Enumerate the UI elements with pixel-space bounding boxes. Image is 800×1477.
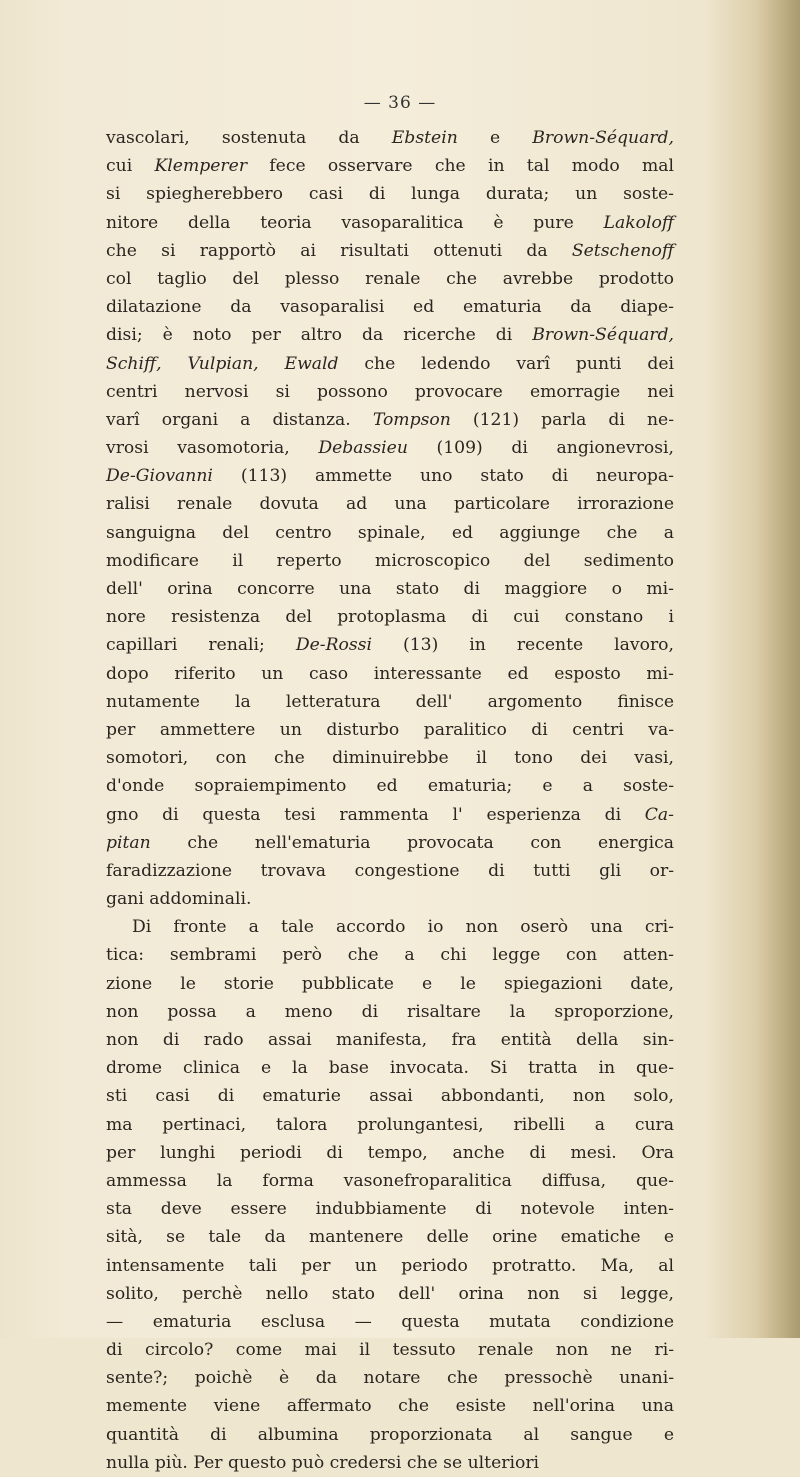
text-line xyxy=(106,885,674,913)
text-line xyxy=(106,1364,674,1392)
text-run: gno di questa tesi rammenta l' esperienza di xyxy=(106,804,645,825)
text-run: sanguigna del centro spinale, ed aggiunge che a xyxy=(106,522,674,543)
text-line xyxy=(106,660,674,688)
italic-citation: Lakoloff xyxy=(603,212,674,233)
text-run: solito, perchè nello stato dell' orina non si legge, xyxy=(106,1283,674,1304)
text-run: tica: sembrami però che a chi legge con atten- xyxy=(106,945,674,966)
text-line xyxy=(106,829,674,857)
text-run: faradizzazione trovava congestione di tutti gli or- xyxy=(106,860,674,881)
text-run: quantità di albumina proporzionata al sangue e xyxy=(106,1424,674,1445)
text-line xyxy=(106,801,674,829)
text-run: — ematuria esclusa — questa mutata condizione xyxy=(106,1311,674,1332)
text-run: che ledendo varî punti dei xyxy=(338,353,674,374)
text-line xyxy=(106,772,674,800)
text-line xyxy=(106,1392,674,1420)
text-line xyxy=(106,350,674,378)
text-line xyxy=(106,857,674,885)
text-line xyxy=(106,1336,674,1364)
text-line xyxy=(106,970,674,998)
text-run: drome clinica e la base invocata. Si tratta in que- xyxy=(106,1058,674,1079)
text-run: nitore della teoria vasoparalitica è pure xyxy=(106,212,604,233)
text-run: d'onde sopraiempimento ed ematuria; e a soste- xyxy=(106,776,674,797)
text-line xyxy=(106,180,674,208)
text-line xyxy=(106,941,674,969)
text-run: ma pertinaci, talora prolungantesi, ribelli a cura xyxy=(106,1114,674,1135)
page-number: — 36 — xyxy=(363,93,437,113)
text-line xyxy=(106,603,674,631)
italic-citation: Debassieu xyxy=(318,438,408,459)
italic-citation: Schiff, Vulpian, Ewald xyxy=(106,353,339,374)
text-line xyxy=(106,998,674,1026)
text-run: cui xyxy=(106,156,155,177)
text-run: nore resistenza del protoplasma di cui constano i xyxy=(106,607,674,628)
text-line xyxy=(106,1026,674,1054)
text-line xyxy=(106,462,674,490)
italic-citation: Tompson xyxy=(372,409,451,430)
text-run: sente?; poichè è da notare che pressochè unani- xyxy=(106,1368,674,1389)
text-line xyxy=(106,1280,674,1308)
text-line xyxy=(106,1167,674,1195)
text-line xyxy=(106,575,674,603)
italic-citation: Klemperer xyxy=(154,156,248,177)
text-run: per lunghi periodi di tempo, anche di mesi. Ora xyxy=(106,1142,674,1163)
body-text xyxy=(106,124,674,1477)
italic-citation: pitan xyxy=(106,832,151,853)
text-line xyxy=(106,1308,674,1336)
text-line xyxy=(106,209,674,237)
text-run: di circolo? come mai il tessuto renale non ne ri- xyxy=(106,1340,674,1361)
text-line xyxy=(106,716,674,744)
text-line xyxy=(106,378,674,406)
text-run: e xyxy=(457,128,533,148)
text-line xyxy=(106,1252,674,1280)
text-line xyxy=(106,434,674,462)
text-line xyxy=(106,490,674,518)
text-line xyxy=(106,1054,674,1082)
italic-citation: Setschenoff xyxy=(571,240,674,261)
text-line xyxy=(106,688,674,716)
text-line xyxy=(106,321,674,349)
text-run: ralisi renale dovuta ad una particolare irrorazione xyxy=(106,494,674,515)
text-run: centri nervosi si possono provocare emorragie nei xyxy=(106,381,674,402)
text-run: zione le storie pubblicate e le spiegazioni date, xyxy=(106,973,674,994)
text-run: (109) di angionevrosi, xyxy=(407,438,674,459)
text-line xyxy=(106,1139,674,1167)
text-run: intensamente tali per un periodo protratto. Ma, al xyxy=(106,1255,674,1276)
text-run: memente viene affermato che esiste nell'orina una xyxy=(106,1396,674,1417)
italic-citation: De-Giovanni xyxy=(106,466,213,487)
text-run: somotori, con che diminuirebbe il tono dei vasi, xyxy=(106,748,674,769)
text-line xyxy=(106,124,674,152)
text-run: modificare il reperto microscopico del sedimento xyxy=(106,550,674,571)
text-run: varî organi a distanza. xyxy=(106,409,373,430)
italic-citation: Brown-Séquard, xyxy=(532,128,675,148)
text-run: sti casi di ematurie assai abbondanti, non solo, xyxy=(106,1086,674,1107)
text-line xyxy=(106,1111,674,1139)
text-line xyxy=(106,265,674,293)
text-run: che si rapportò ai risultati ottenuti da xyxy=(106,240,572,261)
text-run: dopo riferito un caso interessante ed esposto mi- xyxy=(106,663,674,684)
text-line xyxy=(106,1082,674,1110)
text-run: fece osservare che in tal modo mal xyxy=(247,156,675,177)
text-line xyxy=(106,406,674,434)
text-run: nutamente la letteratura dell' argomento finisce xyxy=(106,691,674,712)
text-run: vascolari, sostenuta da xyxy=(106,128,392,148)
text-run: disi; è noto per altro da ricerche di xyxy=(106,325,533,346)
text-run: gani addominali. xyxy=(106,889,252,910)
text-run: per ammettere un disturbo paralitico di centri va- xyxy=(106,719,674,740)
italic-citation: De-Rossi xyxy=(295,635,372,656)
text-line xyxy=(106,913,674,941)
text-line xyxy=(106,547,674,575)
text-run: non di rado assai manifesta, fra entità della sin- xyxy=(106,1030,674,1050)
text-line xyxy=(106,152,674,180)
italic-citation: Brown-Séquard, xyxy=(532,325,674,346)
italic-citation: Ca- xyxy=(644,804,674,825)
text-line xyxy=(106,1421,674,1449)
text-run: (13) in recente lavoro, xyxy=(372,635,674,656)
text-line xyxy=(106,519,674,547)
text-run: sta deve essere indubbiamente di notevole inten- xyxy=(106,1199,674,1220)
italic-citation: Ebstein xyxy=(391,128,458,148)
text-run: dilatazione da vasoparalisi ed ematuria da diape- xyxy=(106,297,674,318)
text-run: vrosi vasomotoria, xyxy=(106,438,319,459)
text-run: non possa a meno di risaltare la sproporzione, xyxy=(106,1001,674,1022)
text-line xyxy=(106,237,674,265)
text-run: che nell'ematuria provocata con energica xyxy=(150,832,674,853)
text-line xyxy=(106,293,674,321)
text-line xyxy=(106,1195,674,1223)
text-line xyxy=(106,631,674,659)
text-run: si spiegherebbero casi di lunga durata; un soste- xyxy=(106,184,674,205)
page-edge-shadow xyxy=(755,0,800,1338)
text-line xyxy=(106,1223,674,1251)
text-run: sità, se tale da mantenere delle orine ematiche e xyxy=(106,1227,674,1248)
text-run: Di fronte a tale accordo io non oserò una cri- xyxy=(132,917,674,938)
text-line xyxy=(106,1449,674,1477)
text-run: ammessa la forma vasonefroparalitica diffusa, que- xyxy=(106,1170,674,1191)
text-run: (113) ammette uno stato di neuropa- xyxy=(212,466,674,487)
text-run: nulla più. Per questo può credersi che se ulteriori xyxy=(106,1452,540,1473)
text-line xyxy=(106,744,674,772)
text-run: (121) parla di ne- xyxy=(450,409,674,430)
text-run: dell' orina concorre una stato di maggiore o mi- xyxy=(106,579,674,599)
text-run: col taglio del plesso renale che avrebbe prodotto xyxy=(106,268,674,289)
text-run: capillari renali; xyxy=(106,635,296,656)
